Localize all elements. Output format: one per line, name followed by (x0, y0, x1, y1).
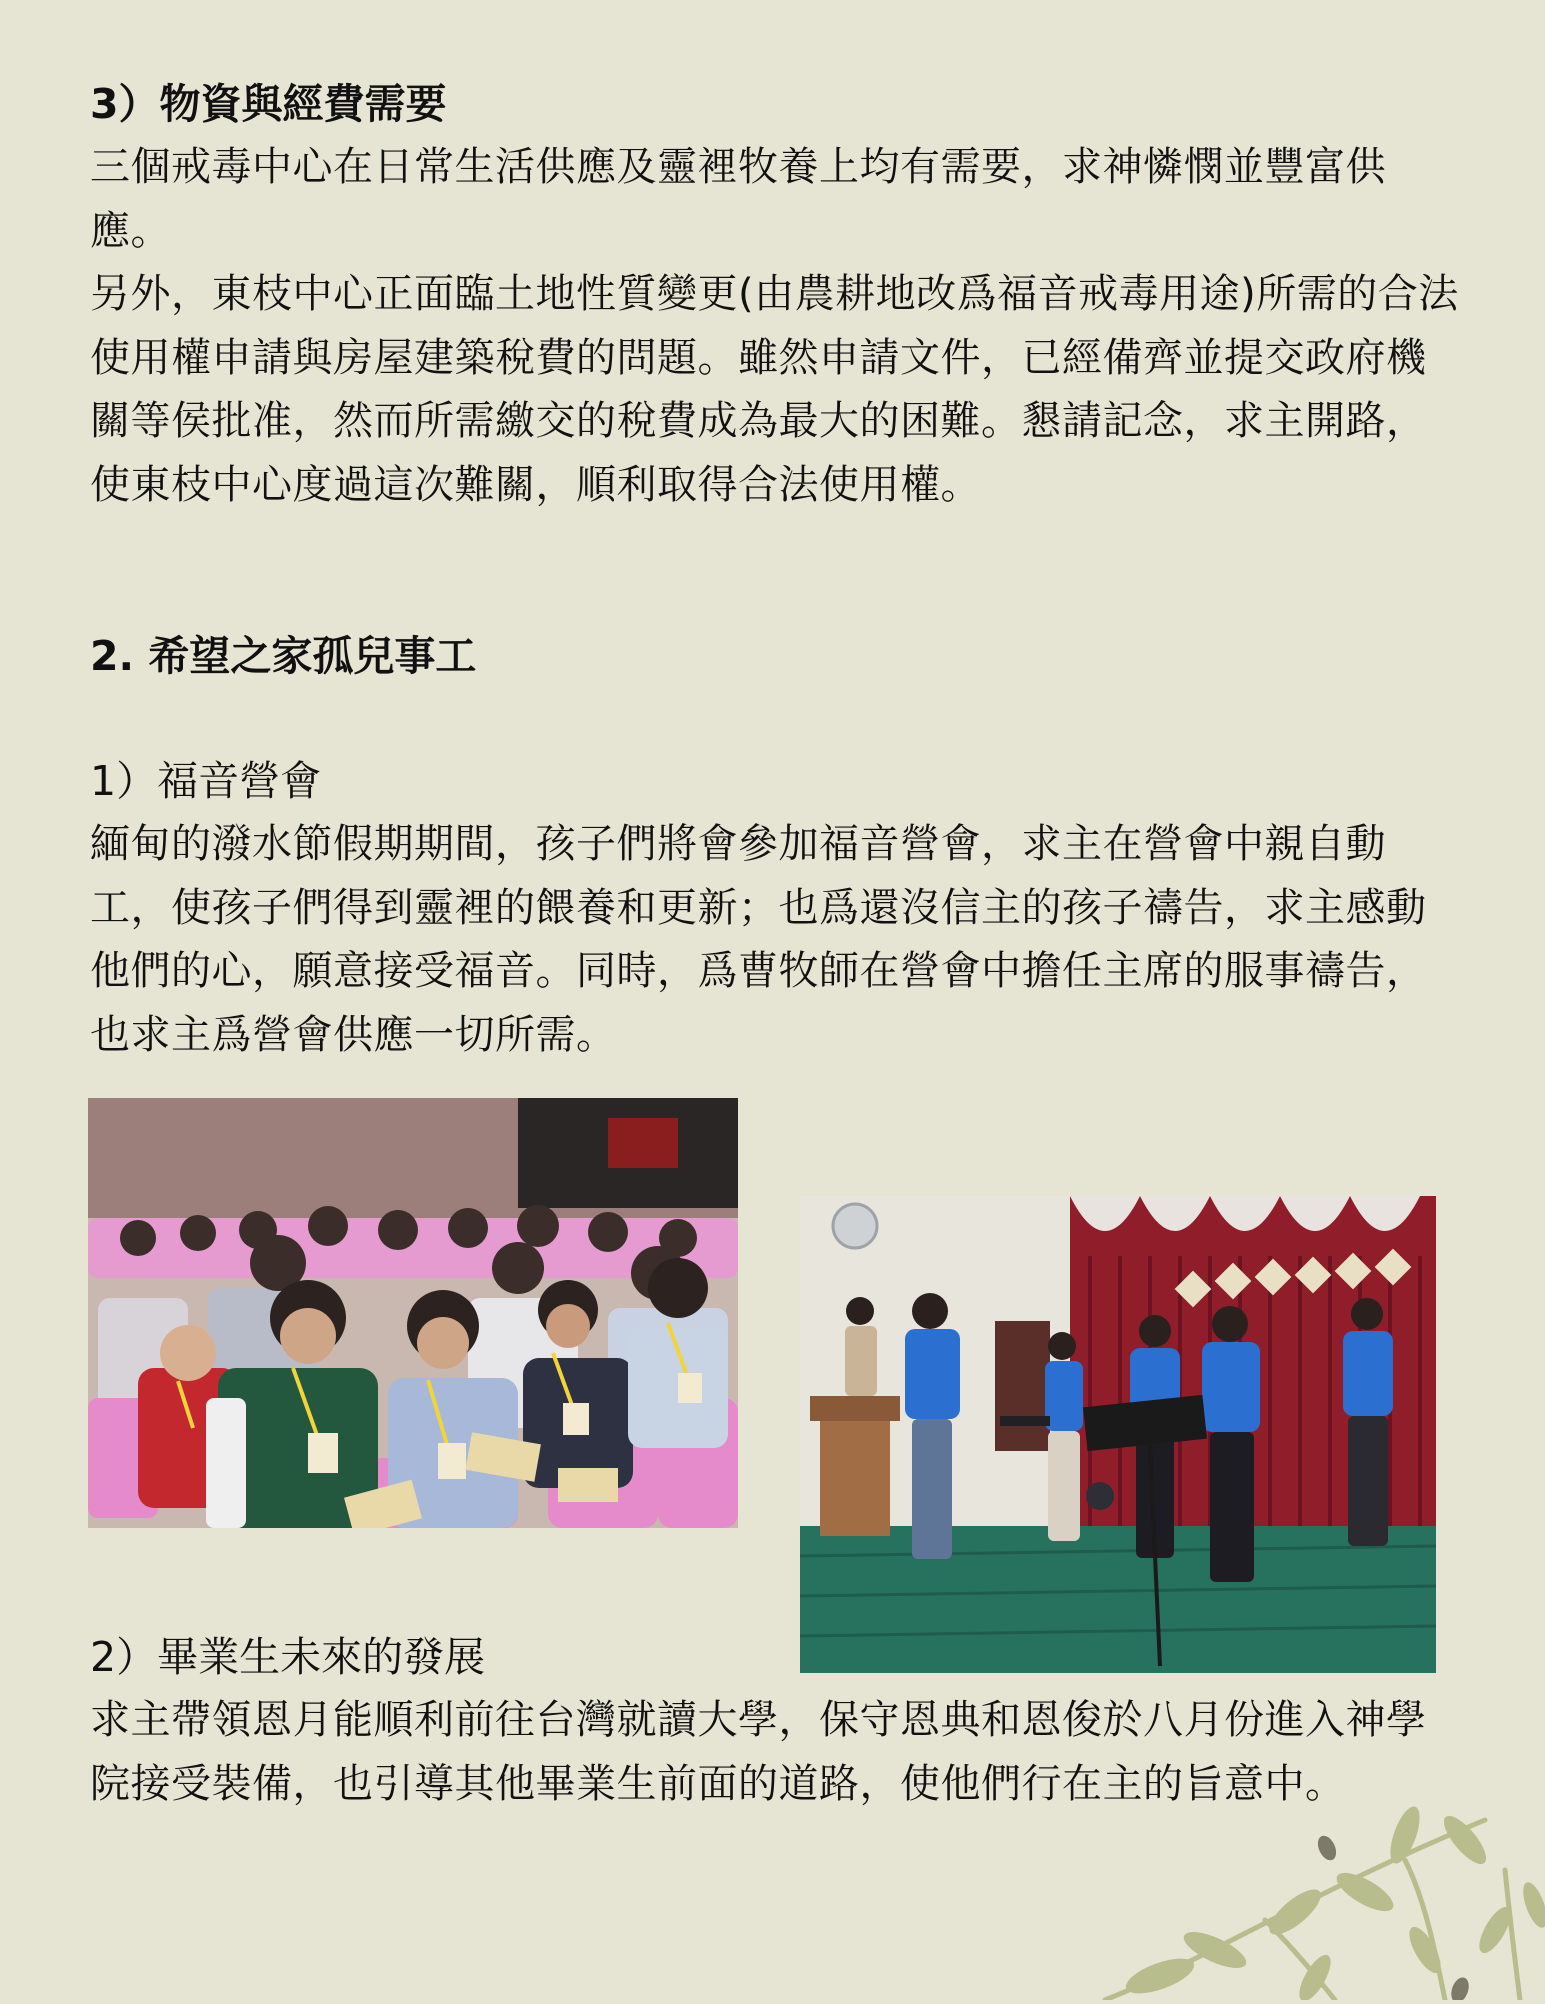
materials-paragraph-2: 另外，東枝中心正面臨土地性質變更(由農耕地改爲福音戒毒用途)所需的合法使用權申請與房屋建築稅費的問題。雖然申請文件，已經備齊並提交政府機關等侯批准，然而所需繳交的稅費成為最大的困難。懇請記念，求主開路，使東枝中心度過這次難關，順利取得合法使用權。 (90, 271, 1459, 508)
graduates-paragraph: 求主帶領恩月能順利前往台灣就讀大學，保守恩典和恩俊於八月份進入神學院接受裝備，也引導其他畢業生前面的道路，使他們行在主的旨意中。 (90, 1697, 1427, 1807)
children-audience-photo (88, 1098, 738, 1528)
subheading-graduates-future: 2）畢業生未來的發展 (90, 1633, 486, 1681)
section-heading-materials: 3）物資與經費需要 (90, 80, 447, 128)
materials-paragraph-1: 三個戒毒中心在日常生活供應及靈裡牧養上均有需要，求神憐憫並豐富供應。 (90, 144, 1386, 254)
leaf-branch-decoration (1065, 1800, 1545, 2000)
worship-stage-photo (800, 1196, 1436, 1673)
gospel-camp-paragraph: 緬甸的潑水節假期期間，孩子們將會參加福音營會，求主在營會中親自動工，使孩子們得到靈裡的餵養和更新；也爲還沒信主的孩子禱告，求主感動他們的心，願意接受福音。同時，爲曹牧師在營會中擔任主席的服事禱告，也求主爲營會供應一切所需。 (90, 821, 1427, 1058)
subheading-gospel-camp: 1）福音營會 (90, 757, 322, 805)
section-heading-orphan-ministry: 2. 希望之家孤兒事工 (90, 632, 477, 680)
